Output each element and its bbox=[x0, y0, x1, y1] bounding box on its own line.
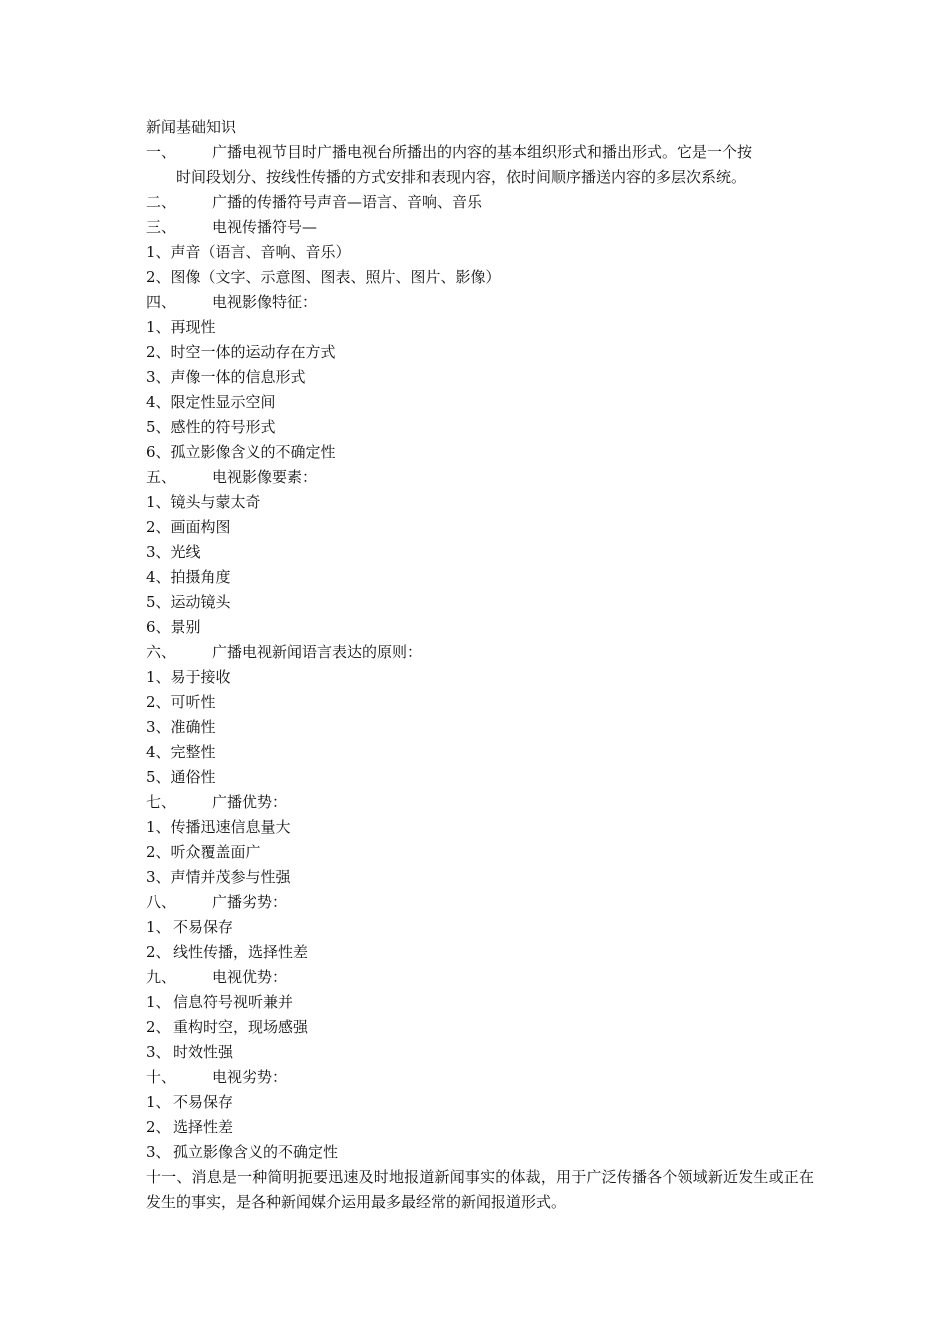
list-item bbox=[146, 940, 814, 965]
list-item-index: 2、 bbox=[146, 1118, 171, 1136]
list-item: 6、孤立影像含义的不确定性 bbox=[146, 443, 336, 461]
section-number: 七、 bbox=[146, 793, 177, 811]
list-item bbox=[146, 1040, 814, 1065]
section-7 bbox=[146, 790, 814, 815]
list-item-text: 重构时空，现场感强 bbox=[173, 1018, 309, 1036]
list-item: 3、准确性 bbox=[146, 718, 216, 736]
list-item-index: 3、 bbox=[146, 1143, 171, 1161]
document-page bbox=[146, 115, 814, 1215]
section-text: 广播劣势： bbox=[212, 893, 288, 911]
section-number: 三、 bbox=[146, 218, 177, 236]
list-item: 2、听众覆盖面广 bbox=[146, 843, 261, 861]
section-text: 电视影像特征： bbox=[212, 293, 318, 311]
list-item-text: 信息符号视听兼并 bbox=[173, 993, 294, 1011]
list-item: 4、限定性显示空间 bbox=[146, 393, 276, 411]
section-3 bbox=[146, 215, 814, 240]
list-item: 3、声情并茂参与性强 bbox=[146, 868, 291, 886]
document-title: 新闻基础知识 bbox=[146, 118, 237, 136]
list-item-text: 不易保存 bbox=[173, 1093, 234, 1111]
list-item: 5、运动镜头 bbox=[146, 593, 231, 611]
list-item: 2、时空一体的运动存在方式 bbox=[146, 343, 336, 361]
section-number: 五、 bbox=[146, 468, 177, 486]
section-number: 四、 bbox=[146, 293, 177, 311]
list-item: 3、光线 bbox=[146, 543, 201, 561]
list-item: 1、再现性 bbox=[146, 318, 216, 336]
section-2 bbox=[146, 190, 814, 215]
list-item-index: 2、 bbox=[146, 1018, 171, 1036]
section-10 bbox=[146, 1065, 814, 1090]
list-item bbox=[146, 1115, 814, 1140]
section-8 bbox=[146, 890, 814, 915]
list-item: 4、拍摄角度 bbox=[146, 568, 231, 586]
list-item: 2、图像（文字、示意图、图表、照片、图片、影像） bbox=[146, 268, 501, 286]
section-9 bbox=[146, 965, 814, 990]
section-11-paragraph: 十一、消息是一种简明扼要迅速及时地报道新闻事实的体裁，用于广泛传播各个领域新近发生或正在发生的事实，是各种新闻媒介运用最多最经常的新闻报道形式。 bbox=[146, 1168, 814, 1211]
list-item: 2、画面构图 bbox=[146, 518, 231, 536]
list-item-text: 孤立影像含义的不确定性 bbox=[173, 1143, 339, 1161]
section-number: 一、 bbox=[146, 143, 177, 161]
list-item-index: 1、 bbox=[146, 918, 171, 936]
list-item: 1、声音（语言、音响、音乐） bbox=[146, 243, 351, 261]
list-item bbox=[146, 1090, 814, 1115]
section-text: 广播电视新闻语言表达的原则： bbox=[212, 643, 423, 661]
list-item: 2、可听性 bbox=[146, 693, 216, 711]
list-item-text: 时效性强 bbox=[173, 1043, 234, 1061]
list-item: 3、声像一体的信息形式 bbox=[146, 368, 306, 386]
list-item bbox=[146, 990, 814, 1015]
section-6 bbox=[146, 640, 814, 665]
section-text: 电视劣势： bbox=[212, 1068, 288, 1086]
list-item-index: 3、 bbox=[146, 1043, 171, 1061]
list-item-text: 线性传播，选择性差 bbox=[173, 943, 309, 961]
list-item: 5、感性的符号形式 bbox=[146, 418, 276, 436]
list-item: 1、易于接收 bbox=[146, 668, 231, 686]
section-text: 电视影像要素： bbox=[212, 468, 318, 486]
section-number: 九、 bbox=[146, 968, 177, 986]
list-item-text: 选择性差 bbox=[173, 1118, 234, 1136]
list-item-text: 不易保存 bbox=[173, 918, 234, 936]
list-item: 1、镜头与蒙太奇 bbox=[146, 493, 261, 511]
list-item bbox=[146, 1140, 814, 1165]
section-text: 电视优势： bbox=[212, 968, 288, 986]
section-text-continued: 时间段划分、按线性传播的方式安排和表现内容，依时间顺序播送内容的多层次系统。 bbox=[176, 168, 747, 186]
section-number: 二、 bbox=[146, 193, 177, 211]
list-item: 6、景别 bbox=[146, 618, 201, 636]
section-text: 广播电视节目时广播电视台所播出的内容的基本组织形式和播出形式。它是一个按 bbox=[212, 143, 753, 161]
section-4 bbox=[146, 290, 814, 315]
section-text: 广播的传播符号声音—语言、音响、音乐 bbox=[212, 193, 483, 211]
list-item: 4、完整性 bbox=[146, 743, 216, 761]
section-text: 广播优势： bbox=[212, 793, 288, 811]
section-1 bbox=[146, 140, 814, 190]
list-item bbox=[146, 915, 814, 940]
list-item bbox=[146, 1015, 814, 1040]
list-item-index: 2、 bbox=[146, 943, 171, 961]
list-item-index: 1、 bbox=[146, 993, 171, 1011]
section-text: 电视传播符号— bbox=[212, 218, 318, 236]
list-item: 1、传播迅速信息量大 bbox=[146, 818, 291, 836]
section-number: 十、 bbox=[146, 1068, 177, 1086]
section-5 bbox=[146, 465, 814, 490]
list-item-index: 1、 bbox=[146, 1093, 171, 1111]
section-number: 八、 bbox=[146, 893, 177, 911]
list-item: 5、通俗性 bbox=[146, 768, 216, 786]
section-number: 六、 bbox=[146, 643, 177, 661]
